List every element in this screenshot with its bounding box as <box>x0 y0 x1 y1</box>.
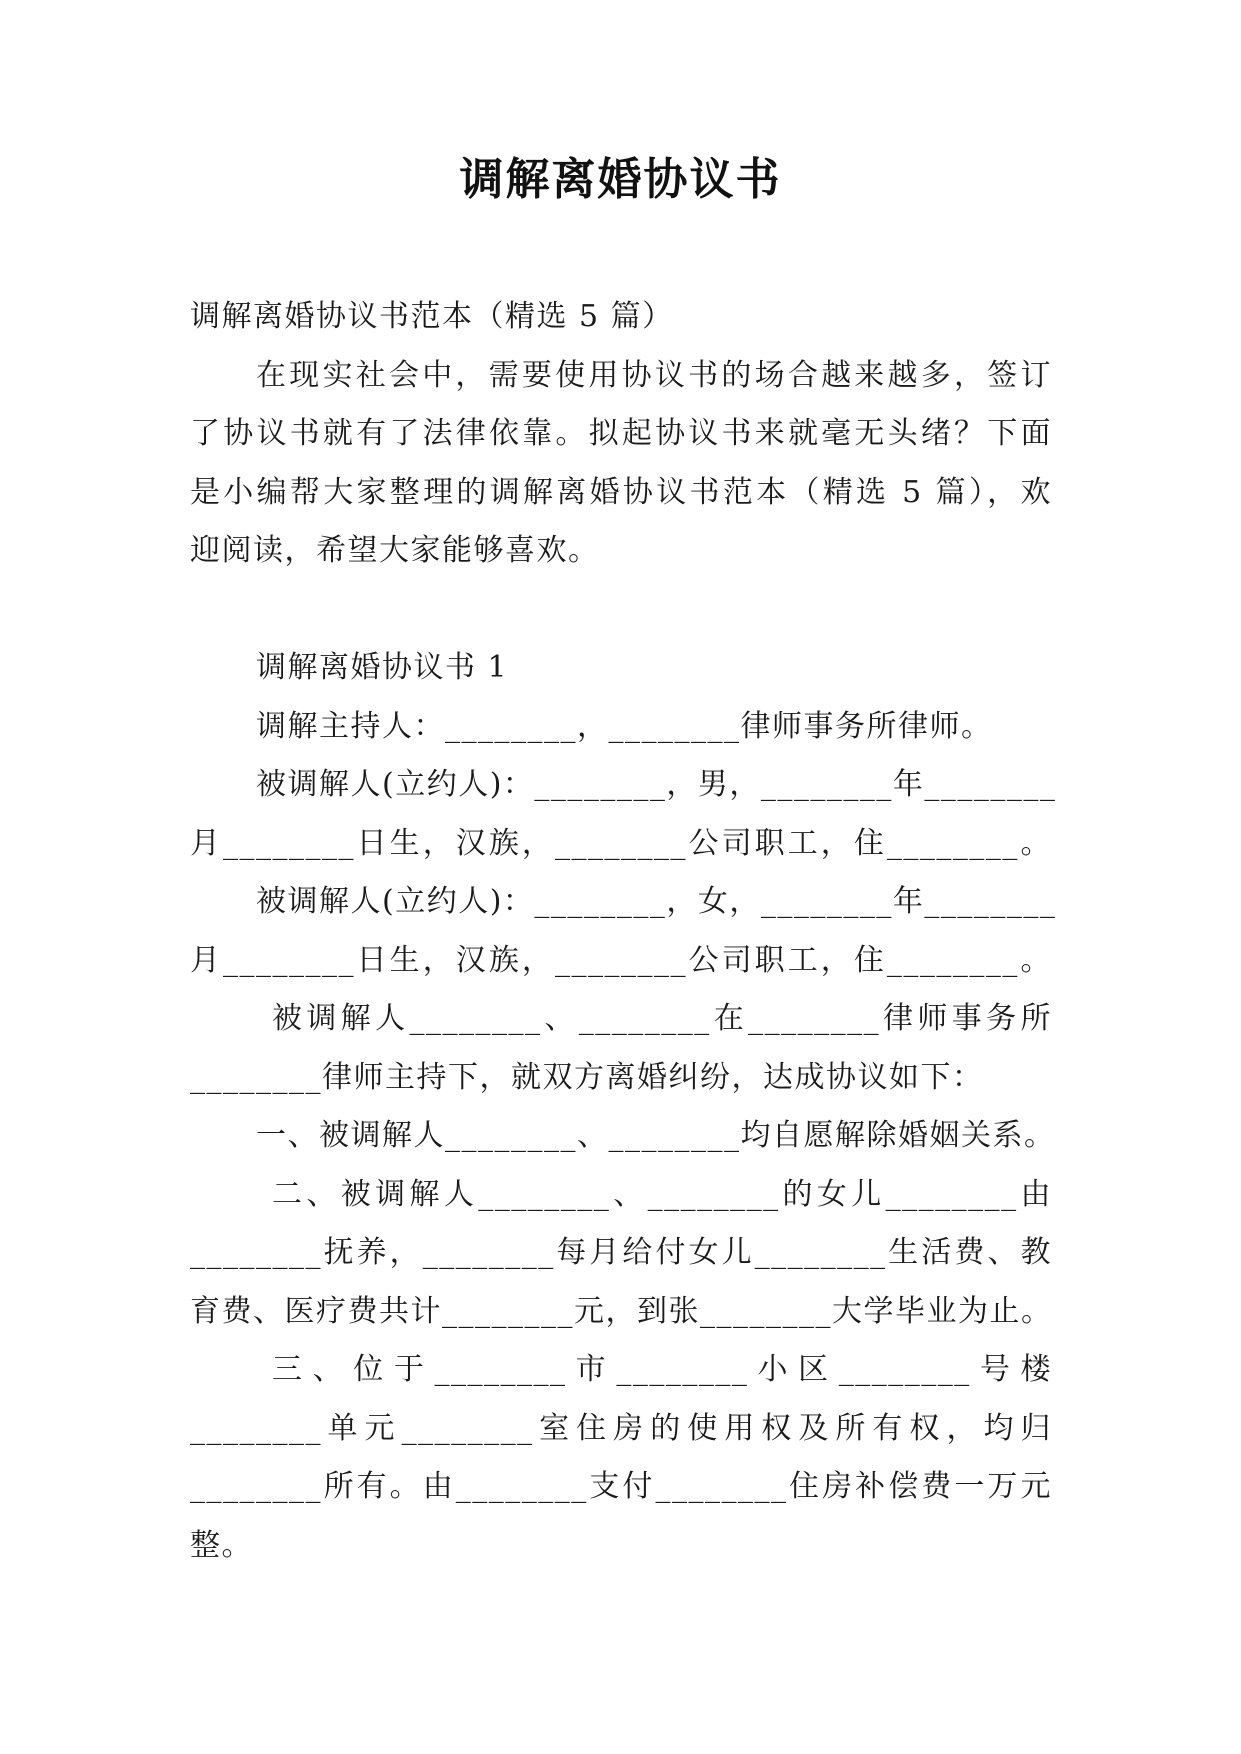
agreement-line: 被调解人________、________在________律师事务所 <box>272 1001 1052 1036</box>
agreement-line: 月________日生，汉族，________公司职工，住________。 <box>190 942 1052 978</box>
agreement-line: 整。 <box>190 1527 253 1563</box>
paragraph-gap <box>190 581 1052 640</box>
agreement-line: 月________日生，汉族，________公司职工，住________。 <box>190 825 1052 861</box>
agreement-line: 调解主持人：________，________律师事务所律师。 <box>256 708 993 744</box>
intro-line: 迎阅读，希望大家能够喜欢。 <box>190 533 600 568</box>
section-heading: 调解离婚协议书 1 <box>256 650 509 685</box>
agreement-line: 被调解人(立约人)：________，女，________年________ <box>256 884 1057 919</box>
agreement-line: 二、被调解人________、________的女儿________由 <box>272 1176 1052 1212</box>
agreement-line: ________单元________室住房的使用权及所有权，均归 <box>190 1410 1052 1446</box>
agreement-line: ________所有。由________支付________住房补偿费一万元 <box>190 1469 1052 1504</box>
agreement-line: 一、被调解人________、________均自愿解除婚姻关系。 <box>256 1118 1056 1153</box>
document-body <box>190 288 1057 1575</box>
intro-line: 是小编帮大家整理的调解离婚协议书范本（精选 5 篇），欢 <box>190 474 1052 510</box>
agreement-line: ________抚养，________每月给付女儿________生活费、教 <box>190 1235 1052 1270</box>
agreement-line: 三、位于________市________小区________号楼 <box>272 1352 1052 1387</box>
intro-line: 了协议书就有了法律依靠。拟起协议书来就毫无头绪？下面 <box>190 416 1052 451</box>
document-title: 调解离婚协议书 <box>459 154 782 205</box>
intro-line: 在现实社会中，需要使用协议书的场合越来越多，签订 <box>256 357 1052 393</box>
agreement-line: 被调解人(立约人)：________，男，________年________ <box>256 767 1057 802</box>
subtitle-line: 调解离婚协议书范本（精选 5 篇） <box>190 299 674 334</box>
agreement-line: 育费、医疗费共计________元，到张________大学毕业为止。 <box>190 1293 1053 1329</box>
agreement-line: ________律师主持下，就双方离婚纠纷，达成协议如下： <box>190 1059 984 1095</box>
